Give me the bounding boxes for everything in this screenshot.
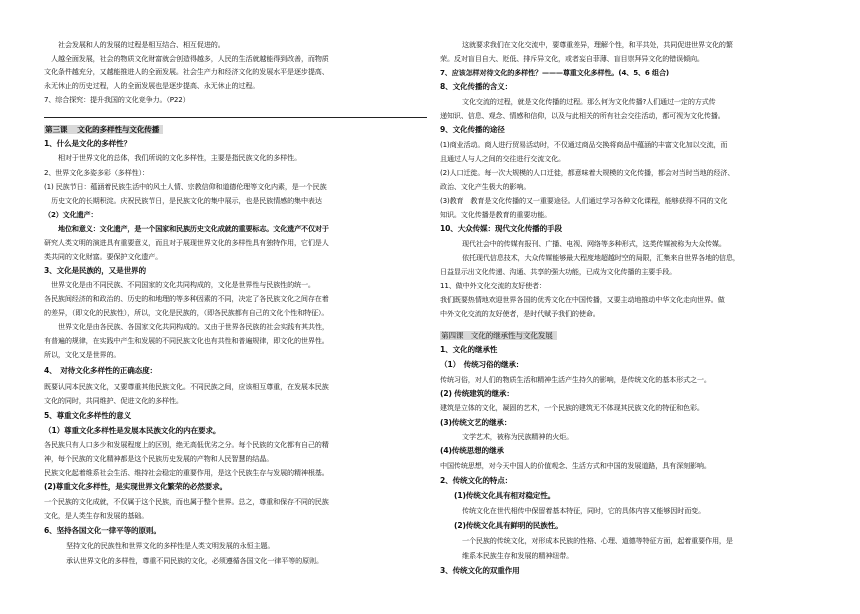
text-line: 历史文化的长期积淀。庆祝民族节日，是民族文化的集中展示，也是民族情感的集中表达 bbox=[51, 196, 322, 205]
text-line: 递知识、信息、观念、情感和信仰，以及与此相关的所有社会交往活动，都可视为文化传播。 bbox=[440, 111, 725, 120]
text-line: 传统文化在世代相传中保留着基本特征，同时，它的具体内容又能够因时而变。 bbox=[462, 506, 706, 515]
text-line: 文化的同时，共同维护、促进文化的多样性。 bbox=[44, 396, 183, 405]
text-line: 既要认同本民族文化，又要尊重其他民族文化。不同民族之间，应该相互尊重，在发展本民族 bbox=[44, 382, 329, 391]
text-line: 日益显示出文化传递、沟通、共享的强大功能，已成为文化传播的主要手段。 bbox=[440, 267, 677, 276]
text-line: (1)商业活动。商人进行贸易活动时，不仅通过商品交换将商品中蕴涵的丰富文化加以交流，而 bbox=[440, 140, 728, 149]
section-heading: 2、传统文化的特点： bbox=[440, 476, 513, 485]
section-heading: 1、文化的继承性 bbox=[440, 345, 498, 354]
text-line: 我们既要热情地欢迎世界各国的优秀文化在中国传播，又要主动地推动中华文化走向世界。做 bbox=[440, 295, 725, 304]
text-line: 且通过人与人之间的交往进行交流文化。 bbox=[440, 154, 565, 163]
text-line: 研究人类文明的演进具有重要意义，而且对于展现世界文化的多样性具有独特作用，它们是人 bbox=[44, 238, 329, 247]
text-line: 永无休止的历史过程，人的全面发展也是逐步提高、永无休止的过程。 bbox=[44, 81, 260, 90]
text-line: 有普遍的规律，在实践中产生和发展的不同民族文化也有共性和普遍规律，即文化的世界性。 bbox=[44, 336, 329, 345]
text-line: (1) 民族节日：蕴涵着民族生活中的风土人情、宗教信仰和道德伦理等文化内素，是一个民族 bbox=[44, 182, 327, 191]
section-heading: 3、文化是民族的，又是世界的 bbox=[44, 266, 146, 275]
chapter-title: 第三课 文化的多样性与文化传播 bbox=[44, 125, 163, 134]
text-line: 承认世界文化的多样性，尊重不同民族的文化，必须遵循各国文化一律平等的原则。 bbox=[66, 556, 323, 565]
text-line: 所以，文化又是世界的。 bbox=[44, 350, 121, 359]
section-heading: 2、世界文化多姿多彩（多样性）： bbox=[44, 168, 149, 177]
text-line: 社会发展和人的发展的过程是相互结合、相互促进的。 bbox=[58, 40, 225, 49]
subheading: (4)传统思想的继承 bbox=[440, 446, 504, 455]
section-heading: 11、做中外文化交流的友好使者： bbox=[440, 281, 546, 290]
text-line: 知识。文化传播是教育的重要功能。 bbox=[440, 210, 552, 219]
text-line: 各民族间经济的和政治的、历史的和地理的等多种因素的不同，决定了各民族文化之间存在着 bbox=[44, 294, 329, 303]
text-line: 7、综合探究：提升我国的文化竞争力。（P22） bbox=[44, 95, 190, 104]
text-line: 一个民族的传统文化，对形成本民族的性格、心理、道德等特征方面，起着重要作用，是 bbox=[462, 536, 733, 545]
text-line: 荣。反对盲目自大、贬低、排斥异文化，或者妄自菲薄、盲目崇拜异文化的错误倾向。 bbox=[440, 54, 704, 63]
text-line: 文学艺术，被称为民族精神的火炬。 bbox=[462, 432, 574, 441]
section-heading: 9、文化传播的途径 bbox=[440, 125, 505, 134]
section-heading: 10、大众传媒：现代文化传播的手段 bbox=[440, 224, 562, 233]
subheading: (2) 传统建筑的继承： bbox=[440, 389, 514, 398]
chapter-heading bbox=[440, 331, 557, 341]
text-line: 世界文化是由各民族、各国家文化共同构成的。又由于世界各民族的社会实践有其共性， bbox=[58, 322, 329, 331]
section-heading: 3、传统文化的双重作用 bbox=[440, 566, 520, 575]
subheading: （2）文化遗产： bbox=[44, 210, 98, 219]
section-heading: 5、尊重文化多样性的意义 bbox=[44, 411, 132, 420]
section-heading: 4、 对待文化多样性的正确态度： bbox=[44, 366, 157, 375]
text-line: 的差异，（即文化的民族性），所以，文化是民族的，（即各民族都有自己的文化个性和特征）。 bbox=[44, 308, 329, 317]
text-line: 神，每个民族的文化精神都是这个民族历史发展的产物和人民智慧的结晶。 bbox=[44, 454, 274, 463]
text-line: 文化条件越充分，又越能推进人的全面发展。社会生产力和经济文化的发展水平是逐步提高、 bbox=[44, 67, 329, 76]
text-line: 中外文化交流的友好使者，是时代赋予我们的使命。 bbox=[440, 309, 600, 318]
text-line: 中国传统思想，对今天中国人的价值观念、生活方式和中国的发展道路，具有深刻影响。 bbox=[440, 461, 711, 470]
text-line: 文化，是人类生存和发展的基础。 bbox=[44, 511, 149, 520]
text-line: 地位和意义：文化遗产，是一个国家和民族历史文化成就的重要标志。文化遗产不仅对于 bbox=[58, 224, 329, 233]
text-line: 这就要求我们在文化交流中，要尊重差异，理解个性，和平共处，共同促进世界文化的繁 bbox=[462, 40, 733, 49]
text-line: 世界文化是由不同民族、不同国家的文化共同构成的，文化是世界性与民族性的统一。 bbox=[51, 280, 315, 289]
section-heading: 1、什么是文化的多样性？ bbox=[44, 139, 132, 148]
text-line: 政治、文化产生极大的影响。 bbox=[440, 182, 531, 191]
text-line: 建筑是立体的文化，凝固的艺术，一个民族的建筑无不体现其民族文化的特征和色彩。 bbox=[440, 403, 704, 412]
text-line: 现代社会中的传媒有报刊、广播、电视、网络等多种形式，这类传媒被称为大众传媒。 bbox=[462, 239, 726, 248]
chapter-title: 第四课 文化的继承性与文化发展 bbox=[440, 331, 557, 340]
text-line: 一个民族的文化成就，不仅属于这个民族，而也属于整个世界。总之，尊重和保存不同的民族 bbox=[44, 497, 329, 506]
text-line: 文化交流的过程，就是文化传播的过程。那么何为文化传播?人们通过一定的方式传 bbox=[462, 97, 716, 106]
text-line: 民族文化起着维系社会生活、维持社会稳定的重要作用，是这个民族生存与发展的精神根基。 bbox=[44, 468, 329, 477]
text-line: (2)人口迁徙。每一次大规模的人口迁徙，都意味着大规模的文化传播，都会对当时当地的经济、 bbox=[440, 168, 735, 177]
subheading: (2)尊重文化多样性，是实现世界文化繁荣的必然要求。 bbox=[44, 482, 227, 491]
text-line: 类共同的文化财富。要保护文化遗产。 bbox=[44, 252, 163, 261]
subheading: （1） 传统习俗的继承： bbox=[440, 360, 524, 369]
chapter-heading bbox=[44, 125, 163, 135]
divider bbox=[44, 117, 427, 118]
text-line: 人越全面发展，社会的物质文化财富就会创造得越多，人民的生活就越能得到改善，而物质 bbox=[51, 54, 329, 63]
subheading: (1)传统文化具有相对稳定性。 bbox=[454, 491, 556, 500]
text-line: (3)教育 教育是文化传播的又一重要途径。人们通过学习各种文化课程，能够获得不同的文化 bbox=[440, 196, 728, 205]
subheading: (3)传统文艺的继承： bbox=[440, 418, 512, 427]
text-line: 依托现代信息技术，大众传媒能够最大程度地超越时空的局限，汇集来自世界各地的信息， bbox=[462, 253, 740, 262]
text-line: 各民族只有人口多少和发展程度上的区别，绝无高低优劣之分。每个民族的文化都有自己的精 bbox=[44, 440, 329, 449]
subheading: （1）尊重文化多样性是发展本民族文化的内在要求。 bbox=[44, 426, 221, 435]
subheading: (2)传统文化具有鲜明的民族性。 bbox=[454, 521, 563, 530]
text-line: 传统习俗，对人们的物质生活和精神生活产生持久的影响，是传统文化的基本形式之一。 bbox=[440, 375, 711, 384]
section-heading: 7、应该怎样对待文化的多样性？———尊重文化多样性。(4、5、6 组合) bbox=[440, 68, 670, 77]
section-heading: 6、坚持各国文化一律平等的原则。 bbox=[44, 526, 161, 535]
text-line: 维系本民族生存和发展的精神纽带。 bbox=[462, 551, 574, 560]
text-line: 坚持文化的民族性和世界文化的多样性是人类文明发展的永恒主题。 bbox=[66, 541, 275, 550]
text-line: 相对于世界文化的总体，我们所说的文化多样性，主要是指民族文化的多样性。 bbox=[58, 153, 302, 162]
section-heading: 8、文化传播的含义： bbox=[440, 82, 513, 91]
